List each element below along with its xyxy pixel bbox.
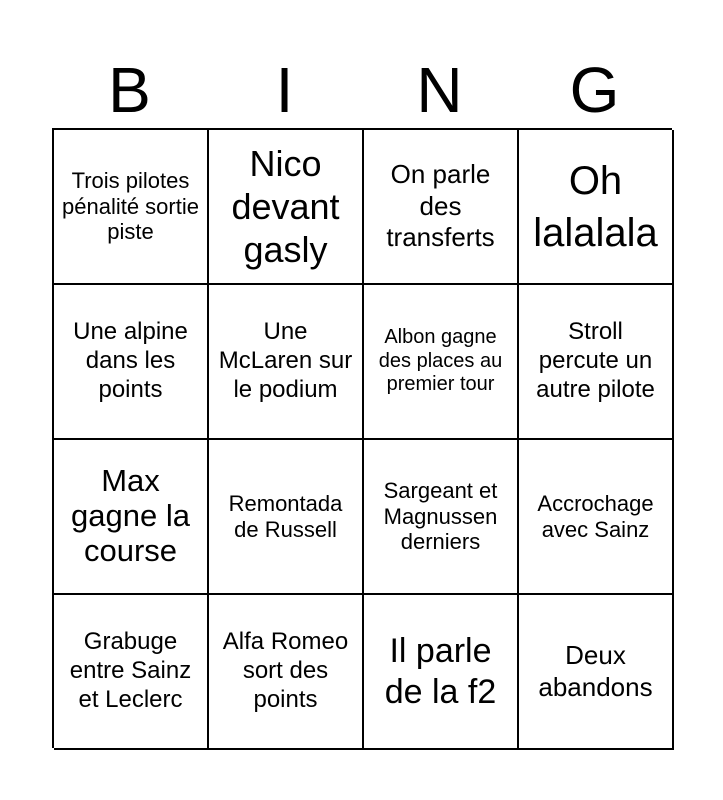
bingo-cell[interactable]: Trois pilotes pénalité sortie piste <box>54 130 209 285</box>
header-letter-i: I <box>275 54 294 126</box>
bingo-cell[interactable]: Deux abandons <box>519 595 674 750</box>
bingo-cell[interactable]: Stroll percute un autre pilote <box>519 285 674 440</box>
header-letter-b: B <box>108 54 151 126</box>
bingo-cell[interactable]: Une alpine dans les points <box>54 285 209 440</box>
header-letter-g: G <box>569 54 620 126</box>
bingo-cell[interactable]: Accrochage avec Sainz <box>519 440 674 595</box>
header-letter-n: N <box>416 54 463 126</box>
bingo-cell[interactable]: Max gagne la course <box>54 440 209 595</box>
bingo-cell[interactable]: Remontada de Russell <box>209 440 364 595</box>
bingo-grid <box>52 128 672 748</box>
bingo-cell[interactable]: Alfa Romeo sort des points <box>209 595 364 750</box>
bingo-cell[interactable]: On parle des transferts <box>364 130 519 285</box>
bingo-cell[interactable]: Grabuge entre Sainz et Leclerc <box>54 595 209 750</box>
bingo-header <box>52 52 672 128</box>
bingo-cell[interactable]: Nico devant gasly <box>209 130 364 285</box>
bingo-cell[interactable]: Oh lalalala <box>519 130 674 285</box>
bingo-cell[interactable]: Sargeant et Magnussen derniers <box>364 440 519 595</box>
bingo-cell[interactable]: Albon gagne des places au premier tour <box>364 285 519 440</box>
bingo-cell[interactable]: Il parle de la f2 <box>364 595 519 750</box>
bingo-cell[interactable]: Une McLaren sur le podium <box>209 285 364 440</box>
